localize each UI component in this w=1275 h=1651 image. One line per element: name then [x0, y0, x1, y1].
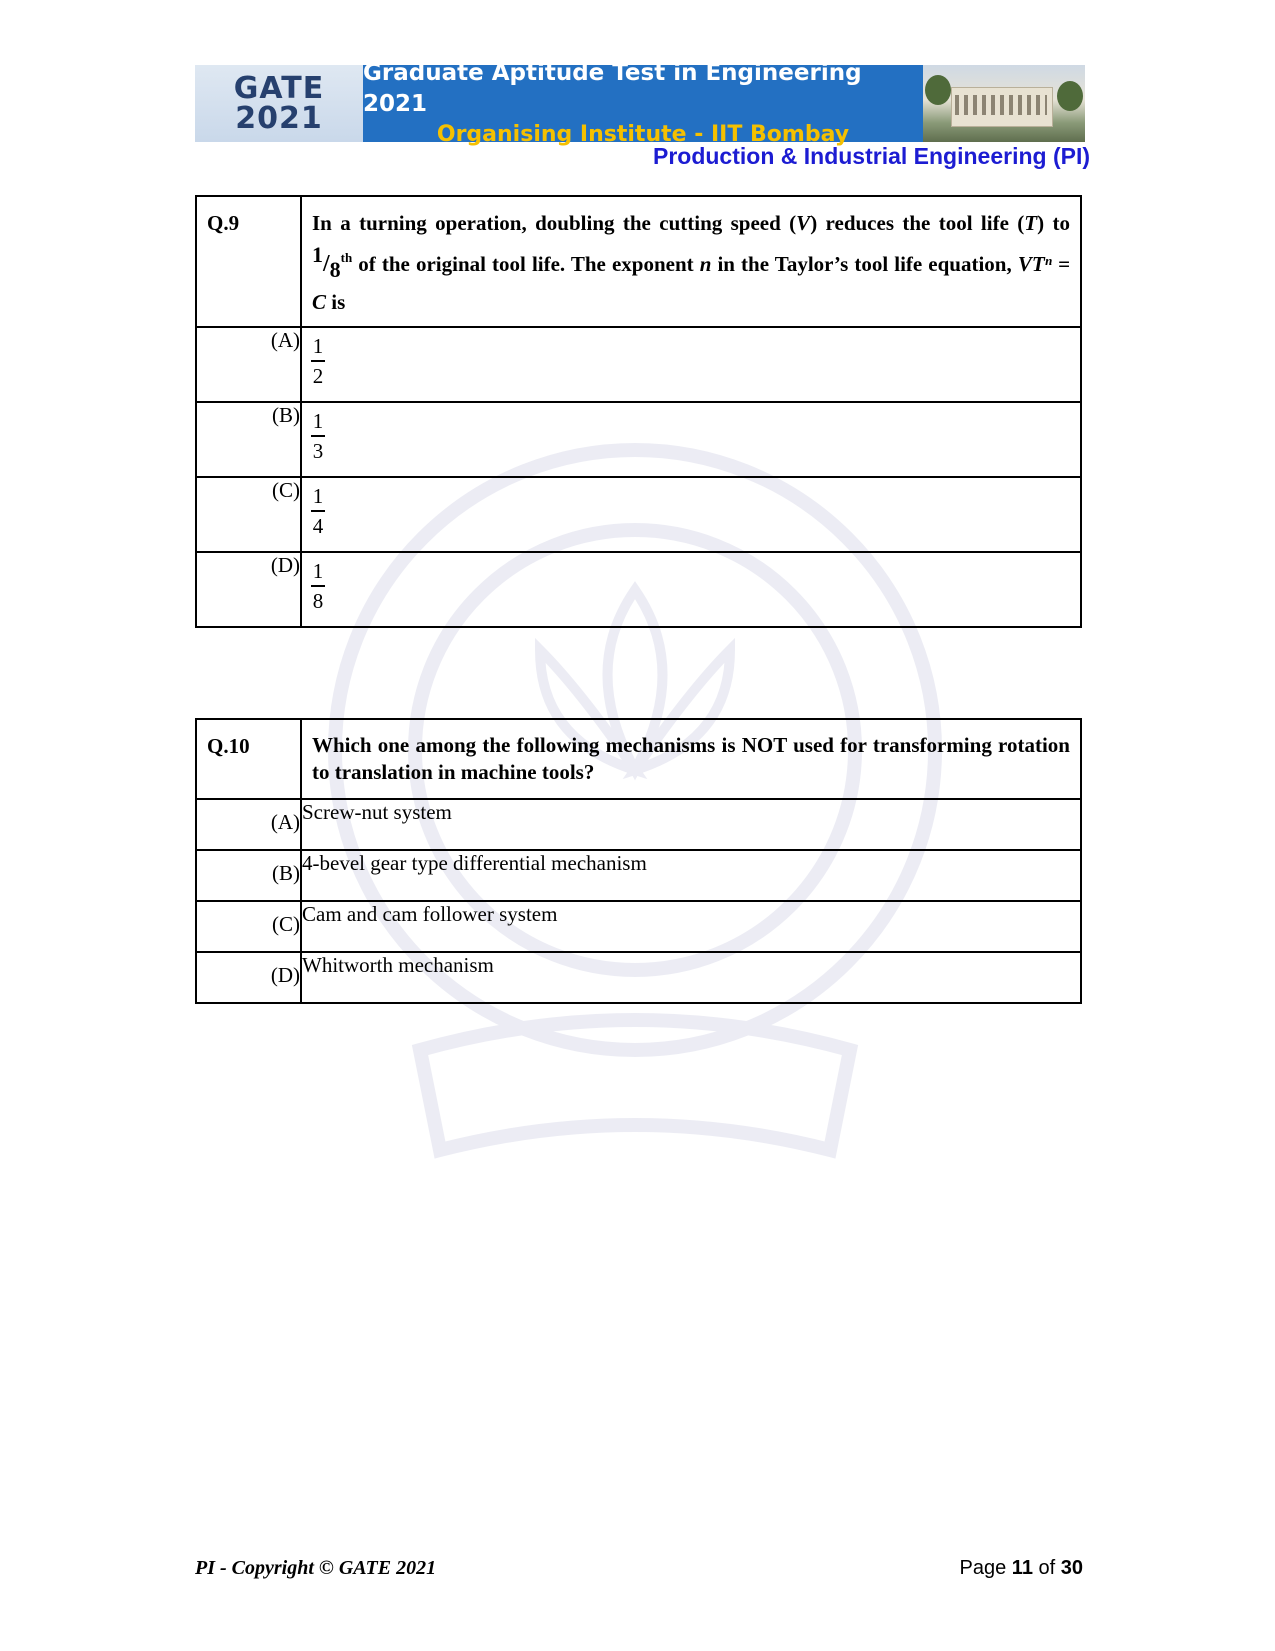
option-label: (B) — [196, 850, 301, 901]
fraction-numerator: 1 — [312, 333, 324, 358]
fraction-bar — [311, 435, 325, 437]
option-label: (B) — [196, 402, 301, 477]
tree-shape — [925, 75, 951, 105]
stem-var-v: V — [796, 211, 811, 235]
question-table — [195, 195, 1082, 628]
header-banner — [195, 59, 1085, 147]
question-number: Q.10 — [207, 734, 250, 758]
option-label: (C) — [196, 901, 301, 952]
stem-text: is — [326, 289, 346, 314]
option-fraction — [302, 403, 325, 469]
option-d[interactable]: Whitworth mechanism — [301, 952, 1081, 1003]
option-fraction — [302, 478, 325, 544]
option-label: (A) — [196, 327, 301, 402]
option-b[interactable] — [301, 402, 1081, 477]
fraction-numerator: 1 — [312, 558, 324, 583]
logo-text-gate: GATE — [233, 70, 325, 106]
question-stem-cell — [301, 719, 1081, 799]
question-stem — [302, 197, 1080, 326]
fraction-denominator: 4 — [312, 513, 324, 538]
fraction-numerator: 1 — [312, 408, 324, 433]
option-label: (A) — [196, 799, 301, 850]
fraction-numerator: 1 — [312, 483, 324, 508]
subject-title: Production & Industrial Engineering (PI) — [652, 143, 1090, 169]
footer-copyright: PI - Copyright © GATE 2021 — [195, 1557, 437, 1579]
banner-subtitle: Organising Institute - IIT Bombay — [436, 121, 850, 147]
stem-fraction-num: 1 — [312, 242, 323, 267]
option-label: (C) — [196, 477, 301, 552]
stem-equation: VTⁿ = C — [312, 252, 1070, 314]
question-stem: Which one among the following mechanisms is NOT used for transforming rotation to translation in machine tools? — [312, 733, 1070, 784]
fraction-denominator: 8 — [312, 588, 324, 613]
question-number: Q.9 — [207, 211, 240, 235]
option-b[interactable]: 4-bevel gear type differential mechanism — [301, 850, 1081, 901]
institute-building-photo — [923, 65, 1085, 142]
banner-title: Graduate Aptitude Test in Engineering 2021 — [363, 59, 862, 117]
option-a[interactable]: Screw-nut system — [301, 799, 1081, 850]
stem-fraction: $^1/_8^{th}$ — [312, 242, 353, 282]
option-d[interactable] — [301, 552, 1081, 627]
question-stem-cell — [301, 196, 1081, 327]
stem-var-n: n — [699, 252, 712, 276]
logo-text-year: 2021 — [235, 100, 323, 136]
tree-shape — [1057, 81, 1083, 111]
footer-page-number — [960, 1557, 1083, 1580]
question-number-cell — [196, 196, 301, 327]
page-of: of — [1032, 1557, 1061, 1579]
question-table — [195, 718, 1082, 1004]
stem-text: in the Taylor’s tool life equation, — [711, 252, 1018, 276]
option-c[interactable] — [301, 477, 1081, 552]
fraction-bar — [311, 510, 325, 512]
stem-text: of the original tool life. The exponent — [352, 252, 700, 276]
gate-logo — [195, 65, 363, 142]
page-total: 30 — [1060, 1557, 1083, 1579]
option-a[interactable] — [301, 327, 1081, 402]
option-c[interactable]: Cam and cam follower system — [301, 901, 1081, 952]
stem-fraction-suffix: th — [340, 250, 353, 265]
building-windows — [955, 95, 1047, 115]
fraction-denominator: 2 — [312, 363, 324, 388]
option-label: (D) — [196, 552, 301, 627]
banner-title-box — [363, 59, 923, 147]
stem-var-t: T — [1024, 211, 1038, 235]
fraction-bar — [311, 585, 325, 587]
option-fraction — [302, 553, 325, 619]
page-current: 11 — [1011, 1557, 1033, 1579]
stem-fraction-den: 8 — [329, 256, 341, 282]
fraction-denominator: 3 — [312, 438, 324, 463]
option-label: (D) — [196, 952, 301, 1003]
question-number-cell — [196, 719, 301, 799]
stem-text: ) reduces the tool life ( — [810, 211, 1025, 235]
option-fraction — [302, 328, 325, 394]
stem-text: ) to — [1037, 211, 1070, 235]
fraction-bar — [311, 360, 325, 362]
page-prefix: Page — [959, 1557, 1012, 1579]
stem-text: In a turning operation, doubling the cutting speed ( — [312, 211, 797, 235]
